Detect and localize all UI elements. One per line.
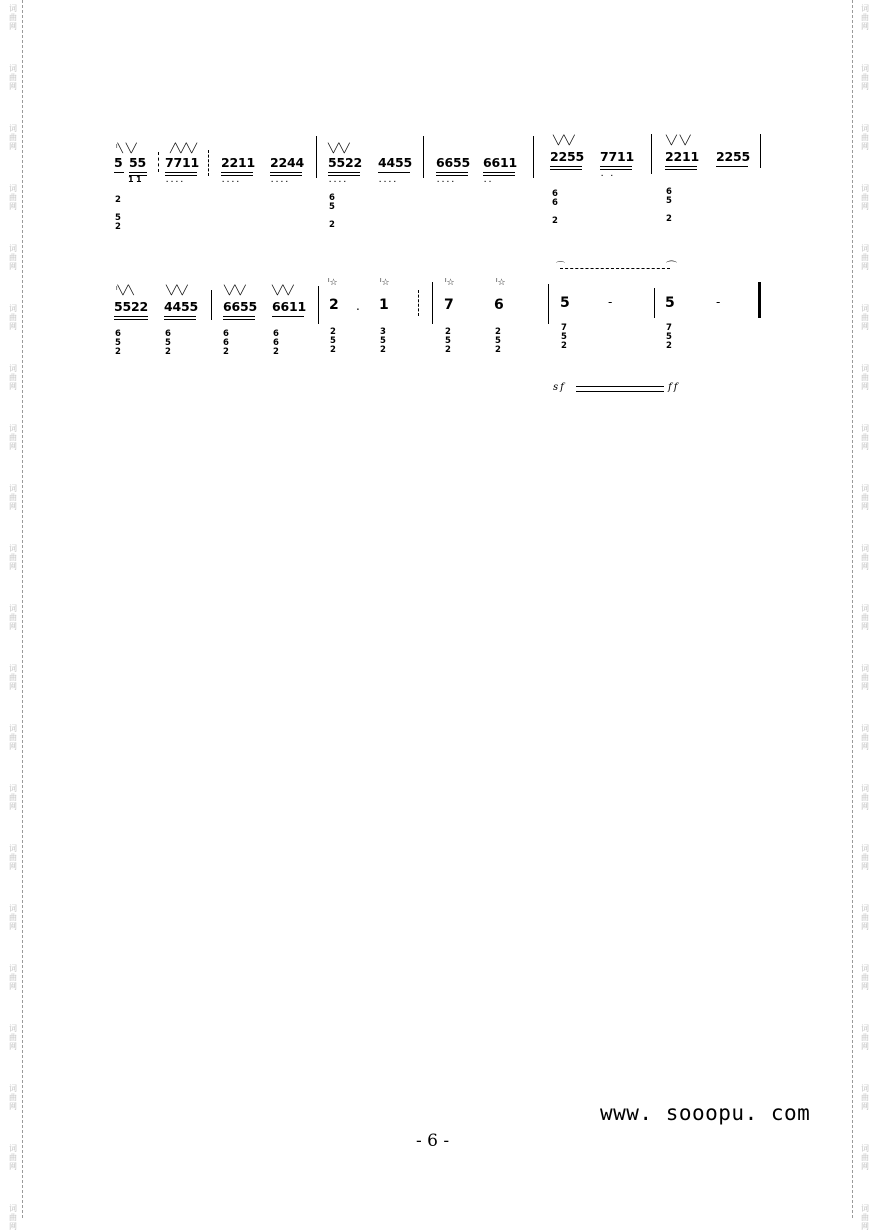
watermark-glyph: 曲	[9, 1213, 17, 1222]
watermark-glyph: 词	[861, 364, 869, 373]
melody-note: 2255	[550, 150, 582, 164]
chord-stack: 6 6 2	[552, 189, 558, 226]
ornament-mark: ╲╱ ╲╱	[666, 136, 691, 146]
ornament-mark: ╲╱╲╱	[553, 136, 575, 146]
watermark-glyph: 词	[861, 64, 869, 73]
watermark-glyph: 词	[9, 424, 17, 433]
ornament-mark: ⌒	[556, 262, 566, 272]
watermark-glyph: 曲	[861, 253, 869, 262]
watermark-glyph: 网	[861, 562, 869, 571]
watermark-glyph: 曲	[9, 13, 17, 22]
ornament-mark: ˡ☆	[328, 278, 338, 288]
watermark-glyph: 词	[861, 1144, 869, 1153]
melody-note: 4455	[164, 300, 196, 314]
melody-note: 6655 ....	[436, 155, 470, 184]
watermark-glyph: 曲	[9, 673, 17, 682]
watermark-glyph-group	[858, 964, 872, 991]
watermark-glyph-group	[6, 424, 20, 451]
bar-line	[654, 288, 655, 318]
watermark-glyph: 网	[9, 562, 17, 571]
watermark-glyph: 网	[9, 682, 17, 691]
bar-line	[432, 282, 433, 324]
watermark-glyph: 词	[9, 244, 17, 253]
watermark-glyph: 网	[9, 922, 17, 931]
melody-note: 6	[494, 297, 504, 313]
watermark-glyph-group	[6, 124, 20, 151]
watermark-glyph: 词	[9, 1204, 17, 1213]
watermark-glyph-group	[858, 904, 872, 931]
tuplet-mark: 1 1	[128, 175, 142, 184]
page-number: - 6 -	[416, 1131, 450, 1151]
watermark-glyph: 词	[861, 1084, 869, 1093]
watermark-glyph: 网	[9, 1042, 17, 1051]
dynamic-mark: ff	[668, 382, 680, 393]
watermark-glyph: 曲	[9, 1153, 17, 1162]
melody-note: 7	[444, 297, 454, 313]
watermark-glyph: 词	[9, 4, 17, 13]
watermark-glyph-group	[6, 604, 20, 631]
melody-note: 6611	[272, 300, 304, 314]
watermark-glyph-group	[6, 784, 20, 811]
final-bar-line	[758, 282, 761, 318]
watermark-glyph: 网	[9, 1102, 17, 1111]
watermark-glyph: 曲	[9, 373, 17, 382]
watermark-glyph-group	[6, 244, 20, 271]
watermark-glyph: 曲	[861, 193, 869, 202]
watermark-glyph: 词	[9, 304, 17, 313]
hold-dash: -	[608, 295, 613, 309]
watermark-glyph: 词	[861, 964, 869, 973]
watermark-glyph: 网	[9, 262, 17, 271]
chord-stack: 6 5 2	[165, 329, 171, 357]
watermark-glyph: 词	[9, 604, 17, 613]
bar-line	[158, 152, 159, 172]
watermark-glyph: 曲	[861, 373, 869, 382]
bar-line	[316, 136, 317, 178]
watermark-glyph: 网	[861, 982, 869, 991]
watermark-glyph: 词	[9, 184, 17, 193]
watermark-glyph: 网	[861, 742, 869, 751]
watermark-glyph: 网	[861, 622, 869, 631]
melody-note: 2	[329, 297, 339, 313]
watermark-glyph: 网	[861, 442, 869, 451]
bar-line	[423, 136, 424, 178]
watermark-glyph: 网	[9, 322, 17, 331]
watermark-glyph: 词	[861, 784, 869, 793]
bar-line	[651, 134, 652, 174]
tie-line	[560, 268, 670, 269]
crescendo-line	[576, 391, 664, 392]
watermark-glyph-group	[6, 4, 20, 31]
watermark-glyph: 曲	[9, 133, 17, 142]
watermark-glyph: 词	[9, 844, 17, 853]
chord-stack: 7 5 2	[561, 323, 567, 351]
ornament-mark: ˡ☆	[496, 278, 506, 288]
watermark-glyph-group	[6, 364, 20, 391]
watermark-glyph: 网	[861, 1162, 869, 1171]
ornament-mark: ⌒	[666, 260, 677, 273]
watermark-glyph-group	[858, 1144, 872, 1171]
watermark-glyph: 网	[861, 862, 869, 871]
chord-stack: 6 6 2	[273, 329, 279, 357]
watermark-glyph: 词	[9, 1024, 17, 1033]
watermark-glyph: 词	[861, 1204, 869, 1213]
ornament-mark: ╲╱╲╱	[166, 286, 188, 296]
melody-note: 1	[379, 297, 389, 313]
watermark-glyph: 词	[9, 784, 17, 793]
watermark-glyph: 网	[861, 22, 869, 31]
watermark-glyph: 词	[861, 844, 869, 853]
watermark-glyph: 词	[861, 4, 869, 13]
bar-line	[533, 136, 534, 178]
watermark-glyph-group	[6, 1144, 20, 1171]
melody-note: 7711 . .	[600, 149, 634, 178]
chord-stack: 6 5 2	[115, 329, 121, 357]
watermark-glyph: 网	[9, 22, 17, 31]
melody-note: 7711 ....	[165, 155, 199, 184]
chord-stack: 6 5 2	[329, 193, 335, 230]
watermark-glyph-group	[858, 784, 872, 811]
melody-note: 2255	[716, 150, 748, 164]
watermark-glyph: 曲	[9, 73, 17, 82]
watermark-glyph-group	[858, 4, 872, 31]
watermark-glyph: 网	[9, 502, 17, 511]
ornament-mark: ╱╲╱╲╱	[170, 144, 198, 154]
melody-note: 6611 ..	[483, 155, 517, 184]
watermark-glyph-group	[858, 364, 872, 391]
chord-stack: 2 5 2	[330, 327, 336, 355]
left-page-border	[22, 0, 23, 1218]
melody-note: 5	[114, 156, 124, 170]
watermark-glyph: 网	[9, 1222, 17, 1231]
melody-note: 6655	[223, 300, 255, 314]
watermark-glyph: 词	[861, 904, 869, 913]
ornament-mark: ╲╱╲╱	[328, 144, 350, 154]
watermark-glyph: 曲	[861, 673, 869, 682]
watermark-glyph: 曲	[861, 13, 869, 22]
watermark-glyph: 网	[9, 1162, 17, 1171]
watermark-glyph: 词	[861, 544, 869, 553]
watermark-glyph: 词	[861, 244, 869, 253]
chord-stack: 2 5 2	[445, 327, 451, 355]
watermark-glyph-group	[858, 724, 872, 751]
watermark-glyph: 网	[9, 742, 17, 751]
watermark-glyph: 网	[9, 142, 17, 151]
melody-note: 2211 ....	[221, 155, 255, 184]
watermark-glyph: 词	[9, 964, 17, 973]
watermark-glyph: 词	[861, 124, 869, 133]
hold-dash: .	[356, 299, 360, 313]
watermark-glyph: 曲	[861, 553, 869, 562]
watermark-glyph-group	[6, 844, 20, 871]
watermark-glyph-group	[6, 544, 20, 571]
watermark-glyph: 曲	[861, 733, 869, 742]
watermark-glyph: 网	[9, 622, 17, 631]
watermark-glyph-group	[858, 124, 872, 151]
watermark-glyph: 词	[861, 1024, 869, 1033]
watermark-glyph: 网	[861, 802, 869, 811]
watermark-glyph: 词	[861, 424, 869, 433]
ornament-mark: ˡ☆	[445, 278, 455, 288]
watermark-glyph: 词	[861, 724, 869, 733]
watermark-glyph: 曲	[861, 73, 869, 82]
watermark-glyph: 词	[9, 544, 17, 553]
watermark-glyph: 网	[9, 382, 17, 391]
watermark-glyph: 曲	[9, 493, 17, 502]
melody-note: 2244 ....	[270, 155, 304, 184]
watermark-glyph-group	[6, 724, 20, 751]
watermark-glyph: 曲	[9, 253, 17, 262]
watermark-glyph: 网	[861, 1102, 869, 1111]
bar-line	[211, 290, 212, 320]
melody-note: 5522	[114, 300, 148, 314]
watermark-glyph: 词	[9, 64, 17, 73]
watermark-glyph: 词	[861, 484, 869, 493]
watermark-glyph: 曲	[861, 1033, 869, 1042]
chord-stack: 6 6 2	[223, 329, 229, 357]
watermark-glyph: 曲	[861, 913, 869, 922]
watermark-glyph: 词	[861, 304, 869, 313]
watermark-glyph: 网	[861, 322, 869, 331]
watermark-glyph-group	[6, 664, 20, 691]
bar-line	[318, 286, 319, 324]
watermark-glyph: 词	[861, 604, 869, 613]
watermark-glyph: 曲	[861, 133, 869, 142]
watermark-glyph-group	[6, 64, 20, 91]
website-url: www. sooopu. com	[600, 1101, 811, 1125]
watermark-glyph: 网	[9, 982, 17, 991]
chord-stack: 3 5 2	[380, 327, 386, 355]
watermark-glyph-group	[858, 184, 872, 211]
crescendo-line	[576, 386, 664, 387]
watermark-glyph: 网	[9, 862, 17, 871]
watermark-glyph: 网	[861, 202, 869, 211]
watermark-glyph: 曲	[861, 853, 869, 862]
watermark-glyph: 词	[9, 364, 17, 373]
watermark-glyph: 网	[861, 262, 869, 271]
watermark-glyph: 网	[861, 922, 869, 931]
watermark-glyph: 网	[861, 382, 869, 391]
melody-note: 5	[560, 295, 570, 311]
ornament-mark: ˡ╲ ╲╱	[116, 144, 137, 154]
watermark-glyph-group	[858, 544, 872, 571]
watermark-glyph: 曲	[9, 613, 17, 622]
watermark-glyph: 网	[9, 82, 17, 91]
watermark-glyph: 网	[861, 682, 869, 691]
watermark-glyph: 词	[9, 904, 17, 913]
melody-note: 5522 ....	[328, 155, 362, 184]
watermark-glyph: 网	[861, 1042, 869, 1051]
ornament-mark: ˡ☆	[380, 278, 390, 288]
hold-dash: -	[716, 295, 721, 309]
watermark-glyph-group	[858, 424, 872, 451]
watermark-glyph: 网	[9, 802, 17, 811]
ornament-mark: ╲╱╲╱	[272, 286, 294, 296]
watermark-glyph: 曲	[861, 613, 869, 622]
watermark-glyph: 曲	[861, 493, 869, 502]
watermark-glyph: 曲	[861, 313, 869, 322]
watermark-glyph: 词	[9, 1084, 17, 1093]
watermark-glyph: 网	[9, 442, 17, 451]
chord-stack: 7 5 2	[666, 323, 672, 351]
watermark-glyph: 网	[861, 82, 869, 91]
watermark-glyph-group	[6, 1024, 20, 1051]
watermark-glyph: 曲	[9, 793, 17, 802]
watermark-glyph: 曲	[9, 433, 17, 442]
watermark-glyph-group	[858, 244, 872, 271]
watermark-glyph: 词	[9, 1144, 17, 1153]
watermark-glyph: 网	[861, 142, 869, 151]
watermark-glyph: 网	[9, 202, 17, 211]
melody-note: 5	[665, 295, 675, 311]
watermark-glyph: 网	[861, 502, 869, 511]
bar-line	[418, 290, 419, 316]
watermark-glyph-group	[858, 304, 872, 331]
bar-line	[548, 284, 549, 324]
watermark-glyph: 词	[861, 664, 869, 673]
melody-note: 2211	[665, 150, 697, 164]
watermark-glyph-group	[6, 964, 20, 991]
chord-stack: 2 5 2	[115, 195, 121, 232]
watermark-glyph-group	[6, 904, 20, 931]
watermark-glyph: 词	[9, 484, 17, 493]
watermark-glyph: 曲	[9, 913, 17, 922]
bar-line	[208, 150, 209, 176]
watermark-glyph: 曲	[861, 1213, 869, 1222]
watermark-glyph: 曲	[861, 1153, 869, 1162]
watermark-glyph-group	[6, 1084, 20, 1111]
watermark-glyph: 词	[9, 664, 17, 673]
watermark-glyph: 曲	[9, 973, 17, 982]
watermark-glyph: 曲	[861, 793, 869, 802]
melody-note: 4455 ....	[378, 155, 412, 184]
watermark-glyph: 曲	[861, 433, 869, 442]
right-page-border	[852, 0, 853, 1218]
watermark-glyph: 曲	[9, 733, 17, 742]
dynamic-mark: sf	[553, 382, 566, 393]
watermark-glyph: 词	[9, 124, 17, 133]
ornament-mark: ˡ╲╱╲	[116, 286, 134, 296]
watermark-glyph-group	[6, 304, 20, 331]
watermark-glyph: 曲	[9, 853, 17, 862]
chord-stack: 2 5 2	[495, 327, 501, 355]
watermark-glyph: 曲	[9, 1093, 17, 1102]
watermark-glyph-group	[858, 664, 872, 691]
watermark-glyph: 词	[861, 184, 869, 193]
watermark-glyph-group	[6, 184, 20, 211]
watermark-glyph: 曲	[9, 313, 17, 322]
watermark-glyph-group	[858, 604, 872, 631]
watermark-glyph-group	[858, 1024, 872, 1051]
bar-line	[760, 134, 761, 168]
watermark-glyph-group	[858, 484, 872, 511]
watermark-glyph: 词	[9, 724, 17, 733]
watermark-glyph: 曲	[9, 193, 17, 202]
chord-stack: 6 5 2	[666, 187, 672, 224]
watermark-glyph: 曲	[9, 553, 17, 562]
watermark-glyph-group	[858, 844, 872, 871]
watermark-glyph-group	[858, 64, 872, 91]
watermark-glyph: 曲	[9, 1033, 17, 1042]
watermark-glyph: 曲	[861, 973, 869, 982]
watermark-glyph-group	[858, 1084, 872, 1111]
ornament-mark: ╲╱╲╱	[224, 286, 246, 296]
watermark-glyph-group	[6, 484, 20, 511]
watermark-glyph: 网	[861, 1222, 869, 1231]
melody-note: 55	[129, 156, 147, 170]
watermark-glyph: 曲	[861, 1093, 869, 1102]
